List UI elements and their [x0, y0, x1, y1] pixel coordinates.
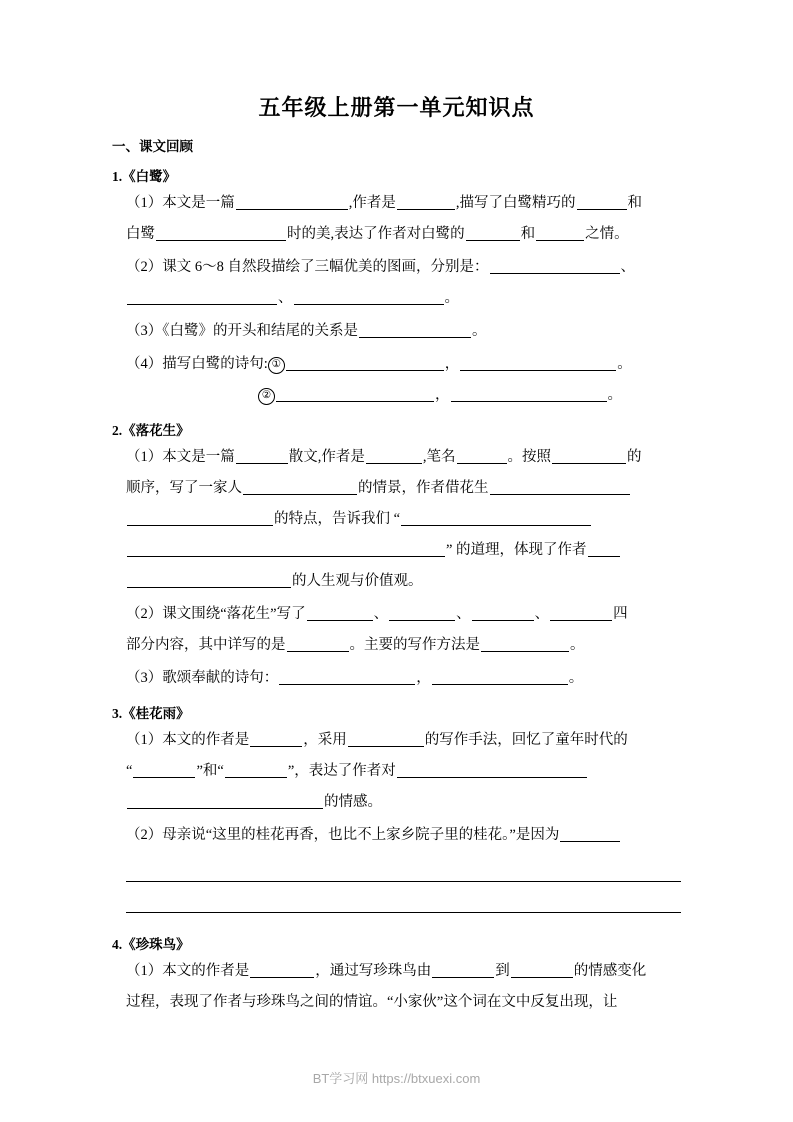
question-text: ,作者是 [348, 194, 396, 211]
lesson-title: 《桂花雨》 [122, 706, 190, 722]
blank-field[interactable] [279, 669, 415, 685]
blank-field[interactable] [127, 541, 445, 557]
question-text: 和 [627, 194, 642, 211]
question-text: 《白鹭》的开头和结尾的关系是 [162, 322, 358, 339]
question-1-4 [112, 349, 681, 411]
lesson-title: 《落花生》 [122, 422, 190, 438]
question-text: 描写白鹭的诗句: [162, 355, 268, 372]
circled-number-2-icon: ② [258, 388, 275, 405]
question-text: ”，表达了作者对 [287, 763, 396, 780]
question-text: 的 [627, 449, 642, 466]
answer-line[interactable] [126, 912, 681, 913]
lesson-heading-3 [112, 705, 681, 723]
blank-field[interactable] [276, 386, 434, 402]
list-separator: 、 [534, 606, 550, 623]
question-text: 母亲说“这里的桂花再香，也比不上家乡院子里的桂花。”是因为 [162, 827, 560, 844]
blank-field[interactable] [550, 605, 612, 621]
question-text: 。 [617, 355, 632, 372]
question-label: （2） [126, 606, 163, 623]
question-label: （3） [126, 670, 163, 687]
blank-field[interactable] [432, 962, 494, 978]
comma: ， [416, 670, 431, 687]
question-text: ，采用 [303, 732, 347, 749]
question-label: （1） [126, 449, 163, 466]
blank-field[interactable] [236, 448, 288, 464]
blank-field[interactable] [250, 962, 314, 978]
blank-field[interactable] [225, 762, 287, 778]
circled-number-1-icon: ① [268, 357, 285, 374]
question-text: ”和“ [196, 763, 224, 780]
question-text: 。 [568, 670, 584, 687]
blank-field[interactable] [552, 448, 626, 464]
question-label: （2） [126, 827, 163, 844]
question-text: 顺序，写了一家人 [126, 480, 242, 497]
lesson-number: 3. [112, 706, 123, 722]
question-text: 的情景，作者借花生 [358, 480, 489, 497]
list-separator: 、 [456, 606, 471, 623]
question-text: ” 的道理，体现了作者 [446, 542, 587, 559]
lesson-number: 1. [112, 168, 123, 184]
list-separator: 、 [278, 289, 293, 306]
question-text: 。 [570, 637, 585, 654]
blank-field[interactable] [451, 386, 607, 402]
question-text: 。主要的写作方法是 [349, 637, 480, 654]
blank-field[interactable] [156, 225, 286, 241]
blank-field[interactable] [490, 258, 620, 274]
question-label: （1） [126, 194, 163, 211]
blank-field[interactable] [286, 355, 444, 371]
question-text: 本文的作者是 [162, 963, 250, 980]
blank-field[interactable] [397, 194, 455, 210]
question-text: 。 [444, 289, 459, 306]
blank-field[interactable] [511, 962, 573, 978]
lesson-number: 2. [112, 422, 123, 438]
list-separator: 、 [373, 606, 389, 623]
blank-field[interactable] [460, 355, 616, 371]
question-text: 到 [495, 963, 510, 980]
blank-field[interactable] [287, 636, 349, 652]
question-label: （4） [126, 355, 163, 372]
question-text: ，通过写珍珠鸟由 [315, 963, 432, 980]
question-text: 。按照 [507, 449, 551, 466]
blank-field[interactable] [457, 448, 507, 464]
footer-watermark: BT学习网 https://btxuexi.com [312, 1071, 481, 1086]
question-3-2 [112, 820, 681, 913]
question-text: 过程，表现了作者与珍珠鸟之间的情谊。“小家伙”这个词在文中反复出现，让 [126, 994, 618, 1011]
question-text: 课文 6～8 自然段描绘了三幅优美的图画，分别是： [162, 258, 489, 275]
question-text: 的特点，告诉我们 “ [274, 511, 401, 528]
question-2-1 [112, 442, 681, 597]
question-text: 部分内容，其中详写的是 [126, 637, 286, 654]
section-heading-course-review: 一、课文回顾 [112, 139, 193, 155]
blank-field[interactable] [243, 479, 357, 495]
question-text: ,笔名 [422, 449, 456, 466]
question-text: 的情感变化 [573, 963, 647, 980]
question-1-2 [112, 252, 681, 314]
blank-field[interactable] [536, 225, 584, 241]
blank-field[interactable] [307, 605, 373, 621]
question-text: 之情。 [585, 225, 629, 242]
question-text: 四 [613, 606, 628, 623]
blank-field[interactable] [127, 572, 291, 588]
question-label: （1） [126, 963, 163, 980]
question-text: 散文,作者是 [288, 449, 365, 466]
comma: ， [435, 386, 450, 403]
blank-field[interactable] [588, 541, 620, 557]
sub-line-indent [126, 387, 258, 403]
question-text: 。 [472, 322, 487, 339]
blank-field[interactable] [397, 762, 587, 778]
question-text: ,描写了白鹭精巧的 [455, 194, 576, 211]
blank-field[interactable] [127, 289, 277, 305]
blank-field[interactable] [236, 194, 348, 210]
question-text: 的写作手法，回忆了童年时代的 [424, 732, 628, 749]
question-text: 本文是一篇 [162, 194, 235, 211]
question-text: 白鹭 [126, 225, 155, 242]
blank-field[interactable] [127, 793, 323, 809]
blank-field[interactable] [490, 479, 630, 495]
lesson-heading-1 [112, 168, 681, 186]
question-label: （2） [126, 258, 163, 275]
page-title: 五年级上册第一单元知识点 [258, 95, 535, 120]
blank-field[interactable] [366, 448, 422, 464]
blank-field[interactable] [401, 510, 591, 526]
question-2-3 [112, 663, 681, 694]
question-text: “ [126, 763, 133, 780]
blank-field[interactable] [472, 605, 534, 621]
blank-field[interactable] [127, 510, 273, 526]
question-1-3 [112, 316, 681, 347]
question-2-2 [112, 599, 681, 661]
answer-line[interactable] [126, 881, 681, 882]
blank-field[interactable] [133, 762, 195, 778]
question-3-1 [112, 725, 681, 818]
lesson-heading-2 [112, 422, 681, 440]
question-4-1 [112, 956, 681, 1018]
blank-field[interactable] [466, 225, 520, 241]
question-text: 和 [520, 225, 536, 242]
blank-field[interactable] [481, 636, 569, 652]
blank-field[interactable] [560, 826, 620, 842]
question-1-1 [112, 188, 681, 250]
blank-field[interactable] [294, 289, 444, 305]
blank-field[interactable] [432, 669, 568, 685]
question-text: 本文的作者是 [162, 732, 250, 749]
blank-field[interactable] [577, 194, 627, 210]
comma: ， [444, 355, 460, 372]
question-text: 时的美,表达了作者对白鹭的 [287, 225, 465, 242]
question-text: 的人生观与价值观。 [292, 573, 423, 590]
lesson-heading-4 [112, 936, 681, 954]
lesson-title: 《珍珠鸟》 [122, 937, 190, 953]
question-text: 本文是一篇 [162, 449, 235, 466]
question-label: （3） [126, 322, 163, 339]
question-label: （1） [126, 732, 163, 749]
blank-field[interactable] [348, 731, 424, 747]
lesson-title: 《白鹭》 [122, 168, 177, 184]
question-text: 。 [607, 386, 622, 403]
lesson-number: 4. [112, 937, 123, 953]
question-text: 的情感。 [324, 794, 382, 811]
blank-field[interactable] [250, 731, 302, 747]
question-text: 课文围绕“落花生”写了 [162, 606, 306, 623]
question-text: 歌颂奉献的诗句： [162, 670, 279, 687]
blank-field[interactable] [359, 322, 471, 338]
blank-field[interactable] [389, 605, 455, 621]
list-separator: 、 [620, 258, 635, 275]
